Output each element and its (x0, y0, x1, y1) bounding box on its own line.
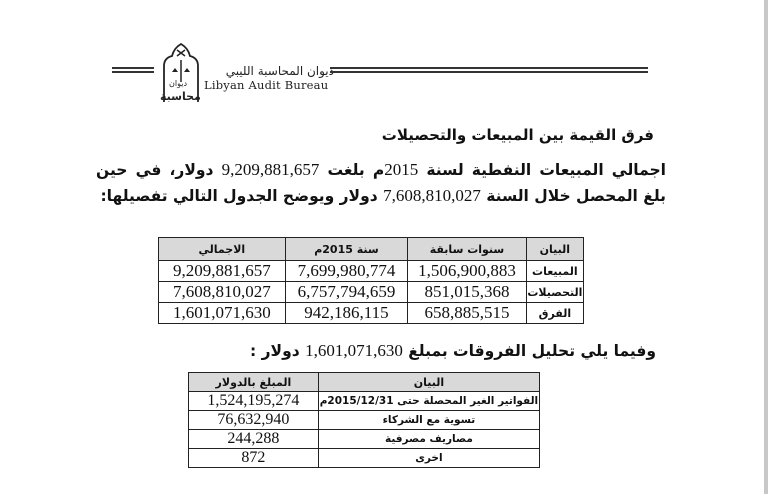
row-label: تسوية مع الشركاء (318, 411, 539, 430)
table-row (189, 392, 540, 411)
col-header-description: البيان (526, 238, 583, 261)
page-edge-scrollbar (764, 0, 768, 494)
svg-text:ديوان: ديوان (169, 79, 188, 88)
cell-year-2015: 942,186,115 (285, 303, 408, 324)
differences-analysis-table (188, 372, 540, 468)
org-name-english: Libyan Audit Bureau (204, 78, 329, 92)
table-row (189, 430, 540, 449)
intro-paragraph (96, 157, 666, 209)
cell-year-2015: 7,699,980,774 (285, 261, 408, 282)
cell-total: 7,608,810,027 (159, 282, 286, 303)
para-collected-total: 7,608,810,027 (383, 186, 481, 205)
table-row (159, 282, 584, 303)
row-label: المبيعات (526, 261, 583, 282)
header-double-rule-right (330, 67, 648, 73)
sales-collections-summary-table (158, 237, 584, 324)
col-header-year-2015: سنة 2015م (285, 238, 408, 261)
table-header-row (159, 238, 584, 261)
svg-text:محاسبة: محاسبة (160, 90, 201, 103)
para-text-1: اجمالي المبيعات النفطية لسنة (418, 161, 666, 179)
col-header-amount-usd: المبلغ بالدولار (189, 373, 319, 392)
lead-amount: 1,601,071,630 (305, 341, 403, 360)
lead-text-2: دولار : (250, 342, 306, 360)
table-row (159, 261, 584, 282)
lead-text-1: وفيما يلي تحليل الفروقات بمبلغ (402, 342, 656, 360)
table-row (189, 449, 540, 468)
audit-bureau-logo-icon (158, 42, 204, 104)
para-text-2: م بلغت (319, 161, 385, 179)
header-double-rule-left (112, 67, 154, 73)
table-row (189, 411, 540, 430)
para-sales-total: 9,209,881,657 (221, 160, 320, 179)
section-title: فرق القيمة بين المبيعات والتحصيلات (381, 126, 654, 144)
row-label: الفرق (526, 303, 583, 324)
cell-total: 1,601,071,630 (159, 303, 286, 324)
table-header-row (189, 373, 540, 392)
cell-previous-years: 658,885,515 (408, 303, 526, 324)
para-text-4: دولار ويوضح الجدول التالي تفصيلها: (100, 187, 384, 205)
cell-amount: 76,632,940 (189, 411, 319, 430)
row-label: اخرى (318, 449, 539, 468)
row-label: الفواتير الغير المحصلة حتى 2015/12/31م (318, 392, 539, 411)
cell-amount: 872 (189, 449, 319, 468)
row-label: مصاريف مصرفية (318, 430, 539, 449)
para-year: 2015 (384, 160, 419, 179)
cell-previous-years: 1,506,900,883 (408, 261, 526, 282)
para-text-3: دولار، في حين بلغ المحصل خلال السنة (96, 161, 666, 205)
organization-name (204, 64, 334, 92)
row-label: التحصيلات (526, 282, 583, 303)
col-header-description: البيان (318, 373, 539, 392)
cell-amount: 244,288 (189, 430, 319, 449)
cell-year-2015: 6,757,794,659 (285, 282, 408, 303)
cell-previous-years: 851,015,368 (408, 282, 526, 303)
cell-total: 9,209,881,657 (159, 261, 286, 282)
table-row (159, 303, 584, 324)
col-header-previous-years: سنوات سابقة (408, 238, 526, 261)
col-header-total: الاجمالي (159, 238, 286, 261)
letterhead (112, 40, 652, 104)
org-name-arabic: ديوان المحاسبة الليبي (225, 64, 334, 78)
cell-amount: 1,524,195,274 (189, 392, 319, 411)
analysis-lead-text (250, 341, 656, 361)
